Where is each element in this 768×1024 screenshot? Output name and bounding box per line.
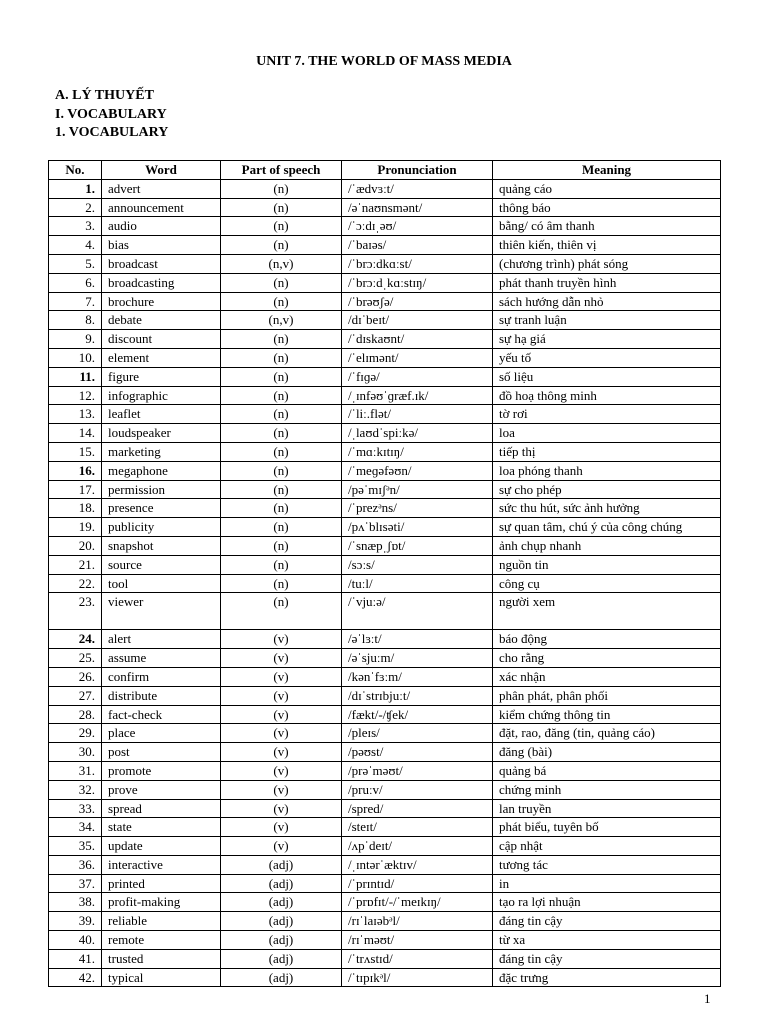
table-row — [49, 799, 721, 818]
cell-pronunciation: /pruːv/ — [342, 780, 493, 799]
cell-meaning: tiếp thị — [493, 442, 721, 461]
cell-pronunciation: /ˈædvɜːt/ — [342, 179, 493, 198]
cell-part-of-speech: (n) — [221, 386, 342, 405]
cell-word: fact-check — [102, 705, 221, 724]
cell-meaning: người xem — [493, 593, 721, 630]
cell-part-of-speech: (adj) — [221, 893, 342, 912]
table-row — [49, 536, 721, 555]
cell-meaning: sức thu hút, sức ảnh hưởng — [493, 499, 721, 518]
cell-no: 26. — [49, 667, 102, 686]
cell-meaning: yếu tố — [493, 348, 721, 367]
cell-no: 42. — [49, 968, 102, 987]
cell-part-of-speech: (adj) — [221, 874, 342, 893]
cell-no: 2. — [49, 198, 102, 217]
cell-meaning: cho rằng — [493, 649, 721, 668]
table-row — [49, 254, 721, 273]
cell-meaning: quảng bá — [493, 761, 721, 780]
cell-pronunciation: /sɔːs/ — [342, 555, 493, 574]
section-heading-theory: A. LÝ THUYẾT — [55, 88, 154, 103]
table-row — [49, 330, 721, 349]
cell-word: trusted — [102, 949, 221, 968]
cell-meaning: đáng tin cậy — [493, 949, 721, 968]
cell-pronunciation: /ˈmeɡəfəʊn/ — [342, 461, 493, 480]
cell-no: 19. — [49, 518, 102, 537]
cell-pronunciation: /pəʊst/ — [342, 743, 493, 762]
cell-pronunciation: /ˈelɪmənt/ — [342, 348, 493, 367]
cell-no: 29. — [49, 724, 102, 743]
table-row — [49, 818, 721, 837]
cell-no: 38. — [49, 893, 102, 912]
cell-part-of-speech: (n) — [221, 198, 342, 217]
cell-word: debate — [102, 311, 221, 330]
table-row — [49, 893, 721, 912]
cell-pronunciation: /ˈtɪpɪkᵊl/ — [342, 968, 493, 987]
table-row — [49, 179, 721, 198]
cell-word: brochure — [102, 292, 221, 311]
cell-word: typical — [102, 968, 221, 987]
cell-word: announcement — [102, 198, 221, 217]
cell-pronunciation: /ˈbrɔːdkɑːst/ — [342, 254, 493, 273]
cell-pronunciation: /ˈbrɔːdˌkɑːstɪŋ/ — [342, 273, 493, 292]
cell-pronunciation: /ˈsnæpˌʃɒt/ — [342, 536, 493, 555]
table-row — [49, 949, 721, 968]
cell-word: remote — [102, 931, 221, 950]
table-row — [49, 705, 721, 724]
table-row — [49, 931, 721, 950]
cell-meaning: công cụ — [493, 574, 721, 593]
cell-pronunciation: /rɪˈlaɪəbᵊl/ — [342, 912, 493, 931]
cell-pronunciation: /ˌɪntərˈæktɪv/ — [342, 855, 493, 874]
table-row — [49, 405, 721, 424]
cell-meaning: loa — [493, 424, 721, 443]
table-row — [49, 273, 721, 292]
cell-no: 4. — [49, 236, 102, 255]
table-row — [49, 667, 721, 686]
cell-part-of-speech: (v) — [221, 649, 342, 668]
cell-meaning: phát biểu, tuyên bố — [493, 818, 721, 837]
cell-part-of-speech: (adj) — [221, 912, 342, 931]
table-row — [49, 686, 721, 705]
cell-pronunciation: /dɪˈstrɪbjuːt/ — [342, 686, 493, 705]
cell-no: 24. — [49, 630, 102, 649]
cell-word: megaphone — [102, 461, 221, 480]
cell-no: 41. — [49, 949, 102, 968]
cell-part-of-speech: (n) — [221, 179, 342, 198]
cell-word: bias — [102, 236, 221, 255]
cell-word: spread — [102, 799, 221, 818]
table-row — [49, 780, 721, 799]
table-row — [49, 311, 721, 330]
cell-pronunciation: /prəˈməʊt/ — [342, 761, 493, 780]
cell-part-of-speech: (n) — [221, 461, 342, 480]
cell-pronunciation: /ˈliː.flət/ — [342, 405, 493, 424]
cell-part-of-speech: (n) — [221, 292, 342, 311]
cell-part-of-speech: (n) — [221, 555, 342, 574]
cell-meaning: quảng cáo — [493, 179, 721, 198]
page-number: 1 — [704, 991, 711, 1006]
cell-meaning: nguồn tin — [493, 555, 721, 574]
cell-meaning: sự quan tâm, chú ý của công chúng — [493, 518, 721, 537]
cell-meaning: đáng tin cậy — [493, 912, 721, 931]
cell-part-of-speech: (n) — [221, 480, 342, 499]
cell-word: tool — [102, 574, 221, 593]
cell-pronunciation: /əˈlɜːt/ — [342, 630, 493, 649]
cell-no: 20. — [49, 536, 102, 555]
cell-part-of-speech: (n) — [221, 348, 342, 367]
cell-pronunciation: /steɪt/ — [342, 818, 493, 837]
cell-no: 11. — [49, 367, 102, 386]
cell-meaning: số liệu — [493, 367, 721, 386]
cell-word: viewer — [102, 593, 221, 630]
cell-no: 9. — [49, 330, 102, 349]
cell-pronunciation: /fækt/-/ʧek/ — [342, 705, 493, 724]
cell-pronunciation: /ˈdɪskaʊnt/ — [342, 330, 493, 349]
cell-pronunciation: /ˈprɒfɪt/-/ˈmeɪkɪŋ/ — [342, 893, 493, 912]
cell-part-of-speech: (n) — [221, 536, 342, 555]
cell-word: broadcast — [102, 254, 221, 273]
cell-meaning: sự hạ giá — [493, 330, 721, 349]
cell-no: 5. — [49, 254, 102, 273]
cell-no: 15. — [49, 442, 102, 461]
cell-meaning: sự tranh luận — [493, 311, 721, 330]
cell-meaning: tạo ra lợi nhuận — [493, 893, 721, 912]
cell-word: snapshot — [102, 536, 221, 555]
cell-pronunciation: /ʌpˈdeɪt/ — [342, 837, 493, 856]
table-row — [49, 724, 721, 743]
cell-meaning: sự cho phép — [493, 480, 721, 499]
cell-meaning: in — [493, 874, 721, 893]
cell-word: distribute — [102, 686, 221, 705]
cell-pronunciation: /ˈmɑːkɪtɪŋ/ — [342, 442, 493, 461]
cell-meaning: đồ hoạ thông minh — [493, 386, 721, 405]
cell-no: 23. — [49, 593, 102, 630]
table-row — [49, 236, 721, 255]
cell-meaning: thông báo — [493, 198, 721, 217]
table-row — [49, 574, 721, 593]
cell-meaning: tờ rơi — [493, 405, 721, 424]
cell-pronunciation: /ˈfɪɡə/ — [342, 367, 493, 386]
cell-no: 6. — [49, 273, 102, 292]
cell-pronunciation: /spred/ — [342, 799, 493, 818]
cell-no: 13. — [49, 405, 102, 424]
cell-part-of-speech: (v) — [221, 705, 342, 724]
cell-word: audio — [102, 217, 221, 236]
cell-meaning: sách hướng dẫn nhỏ — [493, 292, 721, 311]
cell-word: leaflet — [102, 405, 221, 424]
cell-meaning: phân phát, phân phối — [493, 686, 721, 705]
cell-pronunciation: /əˈsjuːm/ — [342, 649, 493, 668]
cell-no: 36. — [49, 855, 102, 874]
cell-meaning: cập nhật — [493, 837, 721, 856]
cell-meaning: đăng (bài) — [493, 743, 721, 762]
table-row — [49, 837, 721, 856]
table-row — [49, 518, 721, 537]
cell-pronunciation: /ˈvjuːə/ — [342, 593, 493, 630]
cell-word: interactive — [102, 855, 221, 874]
cell-meaning: (chương trình) phát sóng — [493, 254, 721, 273]
cell-part-of-speech: (v) — [221, 837, 342, 856]
cell-word: broadcasting — [102, 273, 221, 292]
cell-part-of-speech: (n) — [221, 593, 342, 630]
cell-word: state — [102, 818, 221, 837]
cell-word: advert — [102, 179, 221, 198]
cell-no: 31. — [49, 761, 102, 780]
cell-meaning: bằng/ có âm thanh — [493, 217, 721, 236]
cell-no: 17. — [49, 480, 102, 499]
table-row — [49, 874, 721, 893]
section-heading-vocabulary: I. VOCABULARY — [55, 107, 167, 122]
cell-word: profit-making — [102, 893, 221, 912]
table-row — [49, 630, 721, 649]
cell-word: assume — [102, 649, 221, 668]
cell-no: 21. — [49, 555, 102, 574]
table-row — [49, 593, 721, 630]
cell-part-of-speech: (v) — [221, 667, 342, 686]
table-row — [49, 649, 721, 668]
cell-word: place — [102, 724, 221, 743]
cell-word: loudspeaker — [102, 424, 221, 443]
cell-no: 12. — [49, 386, 102, 405]
cell-pronunciation: /ˈprezᵊns/ — [342, 499, 493, 518]
cell-part-of-speech: (n) — [221, 424, 342, 443]
cell-part-of-speech: (n) — [221, 405, 342, 424]
cell-pronunciation: /ˌlaʊdˈspiːkə/ — [342, 424, 493, 443]
cell-pronunciation: /rɪˈməʊt/ — [342, 931, 493, 950]
cell-part-of-speech: (adj) — [221, 949, 342, 968]
table-row — [49, 367, 721, 386]
cell-no: 14. — [49, 424, 102, 443]
cell-word: update — [102, 837, 221, 856]
cell-no: 7. — [49, 292, 102, 311]
cell-part-of-speech: (v) — [221, 818, 342, 837]
table-row — [49, 348, 721, 367]
header-meaning: Meaning — [493, 161, 721, 180]
cell-part-of-speech: (n) — [221, 367, 342, 386]
cell-pronunciation: /pleɪs/ — [342, 724, 493, 743]
cell-part-of-speech: (v) — [221, 743, 342, 762]
table-row — [49, 198, 721, 217]
cell-no: 37. — [49, 874, 102, 893]
cell-word: permission — [102, 480, 221, 499]
cell-no: 34. — [49, 818, 102, 837]
cell-word: printed — [102, 874, 221, 893]
cell-meaning: từ xa — [493, 931, 721, 950]
cell-word: discount — [102, 330, 221, 349]
cell-part-of-speech: (v) — [221, 630, 342, 649]
cell-pronunciation: /ˈtrʌstɪd/ — [342, 949, 493, 968]
cell-no: 27. — [49, 686, 102, 705]
cell-meaning: phát thanh truyền hình — [493, 273, 721, 292]
cell-part-of-speech: (v) — [221, 686, 342, 705]
cell-word: reliable — [102, 912, 221, 931]
table-row — [49, 761, 721, 780]
cell-meaning: đặt, rao, đăng (tin, quảng cáo) — [493, 724, 721, 743]
cell-part-of-speech: (n) — [221, 518, 342, 537]
table-row — [49, 499, 721, 518]
document-title: UNIT 7. THE WORLD OF MASS MEDIA — [256, 54, 512, 69]
cell-part-of-speech: (n,v) — [221, 254, 342, 273]
cell-meaning: ảnh chụp nhanh — [493, 536, 721, 555]
cell-part-of-speech: (v) — [221, 761, 342, 780]
cell-meaning: tương tác — [493, 855, 721, 874]
cell-pronunciation: /dɪˈbeɪt/ — [342, 311, 493, 330]
table-row — [49, 743, 721, 762]
table-header-row — [49, 161, 721, 180]
cell-no: 10. — [49, 348, 102, 367]
cell-no: 33. — [49, 799, 102, 818]
table-row — [49, 386, 721, 405]
cell-word: presence — [102, 499, 221, 518]
cell-part-of-speech: (n) — [221, 217, 342, 236]
cell-no: 25. — [49, 649, 102, 668]
table-row — [49, 855, 721, 874]
cell-no: 28. — [49, 705, 102, 724]
cell-word: infographic — [102, 386, 221, 405]
header-part-of-speech: Part of speech — [221, 161, 342, 180]
cell-pronunciation: /əˈnaʊnsmənt/ — [342, 198, 493, 217]
table-row — [49, 555, 721, 574]
cell-meaning: thiên kiến, thiên vị — [493, 236, 721, 255]
table-row — [49, 424, 721, 443]
subsection-heading-vocabulary: 1. VOCABULARY — [55, 125, 169, 140]
cell-part-of-speech: (n) — [221, 574, 342, 593]
vocabulary-table — [48, 160, 721, 987]
cell-no: 16. — [49, 461, 102, 480]
cell-no: 1. — [49, 179, 102, 198]
cell-part-of-speech: (adj) — [221, 931, 342, 950]
cell-word: marketing — [102, 442, 221, 461]
table-row — [49, 442, 721, 461]
cell-word: publicity — [102, 518, 221, 537]
cell-meaning: lan truyền — [493, 799, 721, 818]
table-row — [49, 480, 721, 499]
cell-word: alert — [102, 630, 221, 649]
cell-no: 3. — [49, 217, 102, 236]
cell-pronunciation: /ˈbrəʊʃə/ — [342, 292, 493, 311]
cell-word: figure — [102, 367, 221, 386]
cell-pronunciation: /ˌɪnfəʊˈɡræf.ɪk/ — [342, 386, 493, 405]
cell-part-of-speech: (v) — [221, 780, 342, 799]
cell-meaning: chứng minh — [493, 780, 721, 799]
cell-part-of-speech: (n) — [221, 442, 342, 461]
cell-meaning: báo động — [493, 630, 721, 649]
cell-meaning: xác nhận — [493, 667, 721, 686]
cell-part-of-speech: (n) — [221, 273, 342, 292]
header-no: No. — [49, 161, 102, 180]
cell-word: source — [102, 555, 221, 574]
table-row — [49, 912, 721, 931]
cell-part-of-speech: (adj) — [221, 968, 342, 987]
cell-part-of-speech: (v) — [221, 799, 342, 818]
cell-no: 39. — [49, 912, 102, 931]
cell-meaning: loa phóng thanh — [493, 461, 721, 480]
table-row — [49, 968, 721, 987]
cell-pronunciation: /ˈɔːdɪˌəʊ/ — [342, 217, 493, 236]
header-word: Word — [102, 161, 221, 180]
cell-word: promote — [102, 761, 221, 780]
cell-pronunciation: /tuːl/ — [342, 574, 493, 593]
cell-part-of-speech: (n,v) — [221, 311, 342, 330]
cell-pronunciation: /pəˈmɪʃᵊn/ — [342, 480, 493, 499]
cell-no: 40. — [49, 931, 102, 950]
table-row — [49, 461, 721, 480]
cell-part-of-speech: (n) — [221, 499, 342, 518]
table-row — [49, 292, 721, 311]
cell-part-of-speech: (n) — [221, 236, 342, 255]
cell-part-of-speech: (v) — [221, 724, 342, 743]
cell-pronunciation: /pʌˈblɪsəti/ — [342, 518, 493, 537]
cell-no: 30. — [49, 743, 102, 762]
cell-no: 18. — [49, 499, 102, 518]
header-pronunciation: Pronunciation — [342, 161, 493, 180]
cell-word: confirm — [102, 667, 221, 686]
cell-word: element — [102, 348, 221, 367]
cell-word: prove — [102, 780, 221, 799]
cell-word: post — [102, 743, 221, 762]
cell-part-of-speech: (n) — [221, 330, 342, 349]
table-row — [49, 217, 721, 236]
cell-no: 22. — [49, 574, 102, 593]
cell-no: 8. — [49, 311, 102, 330]
cell-no: 35. — [49, 837, 102, 856]
cell-meaning: kiểm chứng thông tin — [493, 705, 721, 724]
cell-meaning: đặc trưng — [493, 968, 721, 987]
cell-pronunciation: /ˈprɪntɪd/ — [342, 874, 493, 893]
cell-part-of-speech: (adj) — [221, 855, 342, 874]
cell-no: 32. — [49, 780, 102, 799]
cell-pronunciation: /kənˈfɜːm/ — [342, 667, 493, 686]
cell-pronunciation: /ˈbaɪəs/ — [342, 236, 493, 255]
table-body — [49, 179, 721, 987]
